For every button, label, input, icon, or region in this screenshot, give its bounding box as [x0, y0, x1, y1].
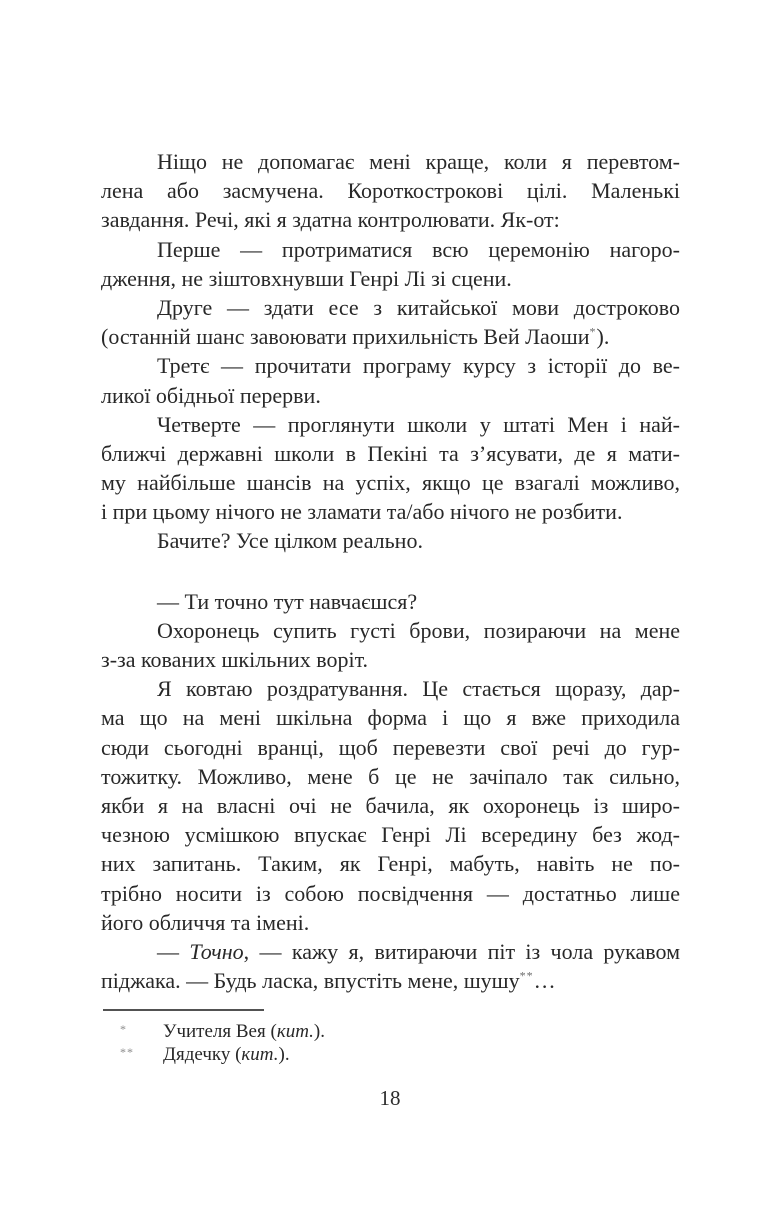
text-run: Друге — здати есе з китайської мови достроково: [157, 294, 680, 320]
text-run: і при цьому нічого не зламати та/або нічого не розбити.: [101, 499, 623, 525]
text-run: , — кажу я, витираючи піт із чола рукавом: [243, 938, 680, 964]
text-line: [101, 293, 680, 322]
text-line: [101, 908, 680, 937]
text-run: Я ковтаю роздратування. Це стається щоразу, дар-: [157, 676, 680, 702]
text-run: ликої обідньої перерви.: [101, 382, 321, 408]
text-run: Охоронець супить густі брови, позираючи на мене: [157, 617, 680, 643]
footnote: [101, 1020, 680, 1043]
paragraph: [101, 410, 680, 527]
page-number: 18: [379, 1086, 401, 1110]
text-line: [101, 410, 680, 439]
footnote-reference: **: [519, 968, 534, 983]
text-run: …: [533, 968, 556, 994]
footnote-marker: *: [120, 1022, 127, 1036]
text-run: Четверте — проглянути школи у штаті Мен і най-: [157, 411, 680, 437]
text-run: чезною усмішкою впускає Генрі Лі всередину без жод-: [101, 822, 680, 848]
paragraph: [101, 293, 680, 351]
text-line: [101, 645, 680, 674]
paragraph: [101, 587, 680, 616]
footnote-divider: [103, 1009, 264, 1011]
paragraph: [101, 147, 680, 235]
footnote: [101, 1043, 680, 1066]
footnote-marker: **: [120, 1045, 134, 1059]
text-line: [101, 733, 680, 762]
text-run: Точно: [189, 938, 244, 964]
text-line: [101, 762, 680, 791]
paragraph: [101, 351, 680, 409]
text-run: Бачите? Усе цілком реально.: [157, 528, 423, 554]
text-line: [101, 937, 680, 966]
text-run: — Ти точно тут навчаєшся?: [157, 588, 418, 614]
text-run: Ніщо не допомагає мені краще, коли я перевтом-: [157, 149, 680, 174]
text-run: тожитку. Можливо, мене б це не зачіпало так сильно,: [101, 763, 680, 789]
text-line: [101, 235, 680, 264]
text-line: [101, 322, 680, 351]
text-run: ).: [596, 324, 610, 350]
text-run: Третє — прочитати програму курсу з історії до ве-: [157, 353, 680, 379]
text-line: [101, 703, 680, 732]
text-run: завдання. Речі, які я здатна контролювати. Як-от:: [101, 207, 560, 233]
text-line: [101, 381, 680, 410]
text-run: трібно носити із собою посвідчення — достатньо лише: [101, 880, 680, 906]
paragraph: [101, 235, 680, 293]
text-line: [101, 497, 680, 526]
text-line: [101, 820, 680, 849]
text-line: [101, 587, 680, 616]
text-line: [101, 147, 680, 176]
text-run: дження, не зіштовхнувши Генрі Лі зі сцени.: [101, 265, 512, 291]
text-run: ).: [313, 1021, 325, 1042]
text-run: сюди сьогодні вранці, щоб перевезти свої речі до гур-: [101, 734, 680, 760]
text-run: якби я на власні очі не бачила, як охоронець із широ-: [101, 792, 680, 818]
text-run: кит.: [241, 1044, 279, 1065]
text-line: [101, 966, 680, 995]
text-line: [101, 205, 680, 234]
text-run: Учителя Вея (: [163, 1021, 277, 1042]
footnotes-section: [101, 1009, 680, 1066]
paragraph: [101, 937, 680, 995]
text-line: [101, 264, 680, 293]
text-line: [101, 468, 680, 497]
text-line: [101, 849, 680, 878]
text-run: ма що на мені шкільна форма і що я вже приходила: [101, 705, 680, 731]
text-run: них запитань. Таким, як Генрі, мабуть, навіть не по-: [101, 851, 680, 877]
text-line: [101, 526, 680, 555]
text-run: ближчі державні школи в Пекіні та з’ясувати, де я мати-: [101, 440, 680, 466]
text-run: його обличчя та імені.: [101, 909, 310, 935]
text-line: [101, 616, 680, 645]
text-line: [101, 176, 680, 205]
paragraph: [101, 616, 680, 674]
text-run: Дядечку (: [163, 1044, 242, 1065]
text-run: ).: [278, 1044, 290, 1065]
text-block: [101, 147, 680, 995]
text-line: [101, 351, 680, 380]
text-line: [101, 879, 680, 908]
footnote-list: [101, 1020, 680, 1066]
paragraph: [101, 526, 680, 555]
text-run: му найбільше шансів на успіх, якщо це взагалі можливо,: [101, 470, 680, 496]
text-line: [101, 439, 680, 468]
text-line: [101, 674, 680, 703]
text-run: з-за кованих шкільних воріт.: [101, 647, 369, 672]
text-run: (останній шанс завоювати прихильність Вей Лаоши: [101, 324, 590, 350]
text-run: —: [157, 938, 190, 964]
text-run: кит.: [276, 1021, 314, 1042]
footnote-reference: *: [589, 324, 597, 339]
text-line: [101, 791, 680, 820]
text-run: лена або засмучена. Короткострокові цілі. Маленькі: [101, 178, 680, 204]
text-run: піджака. — Будь ласка, впустіть мене, шушу: [101, 968, 520, 994]
text-run: Перше — протриматися всю церемонію нагоро-: [157, 236, 680, 262]
paragraph: [101, 674, 680, 937]
